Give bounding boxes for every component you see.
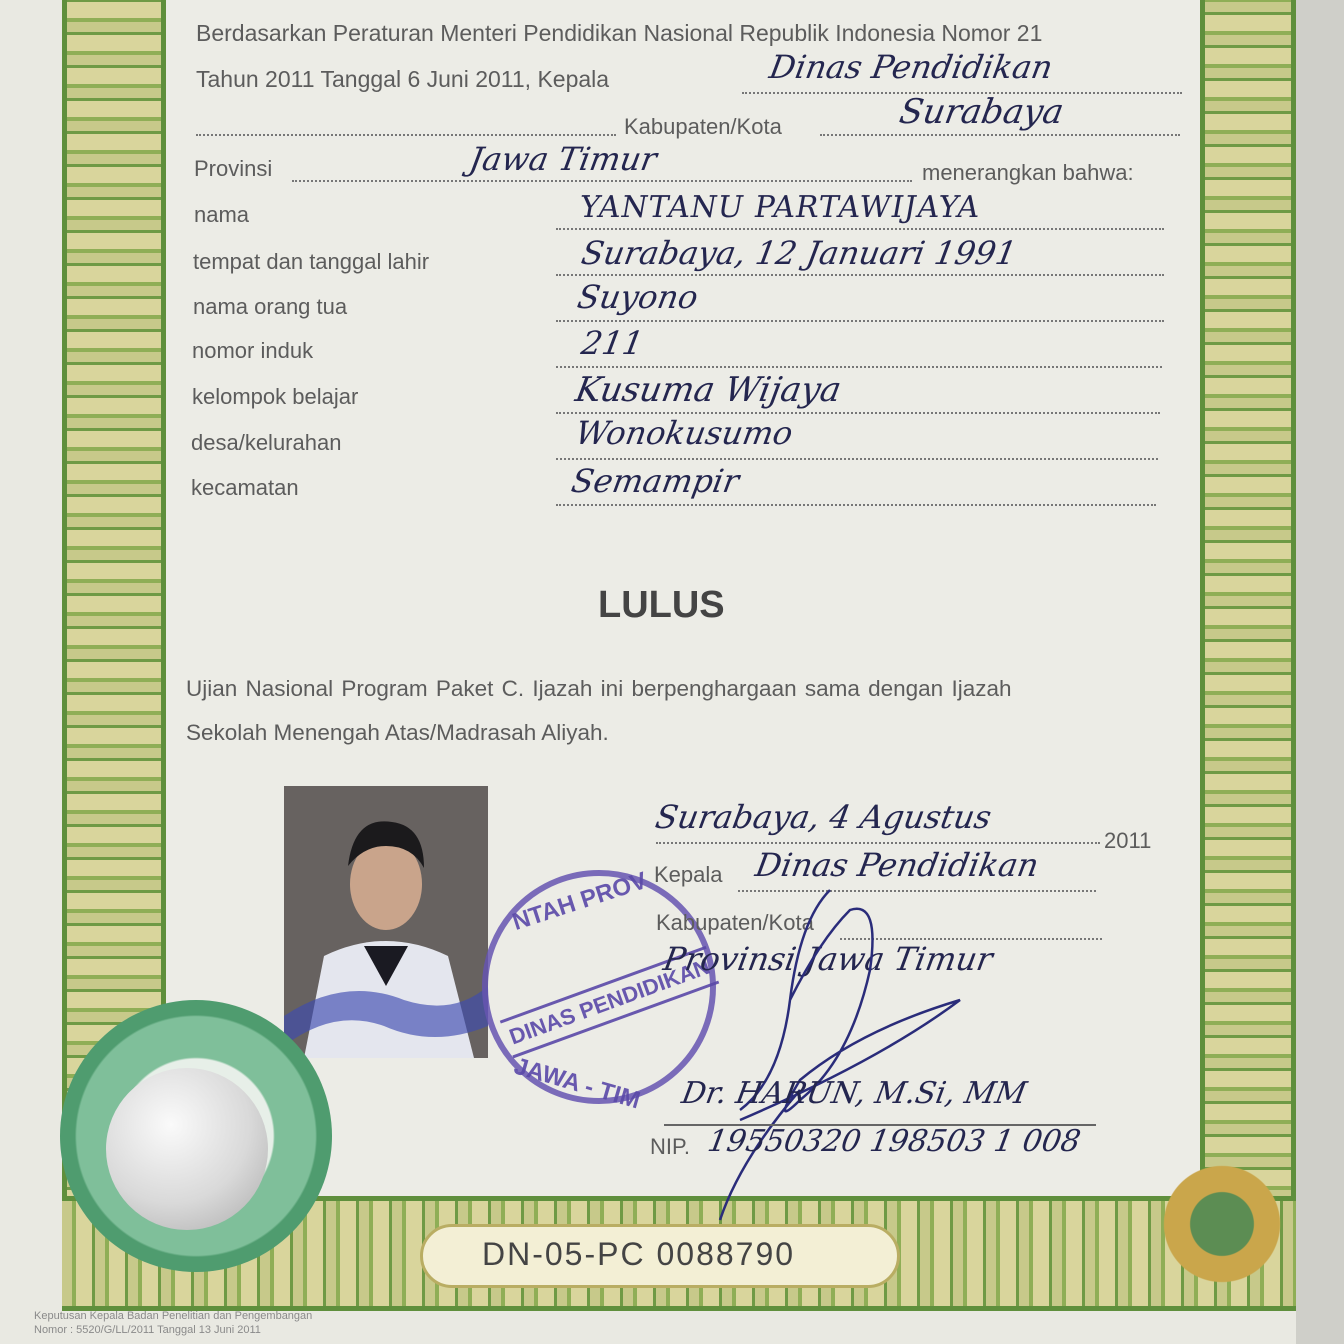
portrait-illustration <box>284 786 488 1058</box>
dotted-line <box>656 842 1100 844</box>
signature-year: 2011 <box>1104 828 1152 853</box>
field-label-nomor-induk: nomor induk <box>192 338 314 363</box>
dotted-line <box>556 504 1156 506</box>
dotted-line <box>556 228 1164 230</box>
field-value-orang-tua: Suyono <box>574 278 702 316</box>
provinsi-label: Provinsi <box>194 156 273 181</box>
provinsi-value: Jawa Timur <box>466 140 660 178</box>
signature-place-date: Surabaya, 4 Agustus <box>652 798 995 836</box>
result-title: LULUS <box>598 584 725 626</box>
signature-kepala-value: Dinas Pendidikan <box>752 846 1042 884</box>
dotted-line <box>556 366 1162 368</box>
dotted-line <box>556 320 1164 322</box>
serial-number: DN-05-PC 0088790 <box>482 1236 796 1272</box>
signature-provinsi-value: Provinsi Jawa Timur <box>660 940 996 978</box>
field-label-orang-tua: nama orang tua <box>193 294 348 319</box>
statement-line1: Ujian Nasional Program Paket C. Ijazah ini berpenghargaan sama dengan Ijazah <box>186 676 1012 701</box>
field-value-desa: Wonokusumo <box>572 414 796 452</box>
dotted-line <box>196 134 616 136</box>
handwritten-signature <box>680 880 1000 1240</box>
field-label-nama: nama <box>194 202 250 227</box>
field-label-desa: desa/kelurahan <box>191 430 342 455</box>
footnote-line1: Keputusan Kepala Badan Penelitian dan Pengembangan <box>34 1310 313 1322</box>
dotted-line <box>292 180 912 182</box>
nip-value: 19550320 198503 1 008 <box>704 1124 1084 1159</box>
field-value-kelompok: Kusuma Wijaya <box>572 370 845 410</box>
stamp-text-middle: DINAS PENDIDIKAN <box>500 946 720 1059</box>
statement-line2: Sekolah Menengah Atas/Madrasah Aliyah. <box>186 720 609 745</box>
stamp-text-bottom: JAWA - TIM <box>510 1052 644 1115</box>
nip-label: NIP. <box>650 1134 690 1159</box>
stamp-text-top: NTAH PROV <box>509 867 651 936</box>
signature-kabupaten-label: Kabupaten/Kota <box>656 910 814 935</box>
field-value-nomor-induk: 211 <box>578 324 647 362</box>
regulation-text-line1: Berdasarkan Peraturan Menteri Pendidikan Nasional Republik Indonesia Nomor 21 <box>196 20 1043 46</box>
background-shadow <box>1296 0 1344 1344</box>
field-label-kelompok: kelompok belajar <box>192 384 359 409</box>
kepala-value: Dinas Pendidikan <box>766 48 1056 86</box>
field-label-ttl: tempat dan tanggal lahir <box>193 249 430 274</box>
kabupaten-value: Surabaya <box>896 92 1067 132</box>
menerangkan-text: menerangkan bahwa: <box>922 160 1134 185</box>
footnote-line2: Nomor : 5520/G/LL/2011 Tanggal 13 Juni 2011 <box>34 1324 261 1336</box>
field-label-kecamatan: kecamatan <box>191 475 299 500</box>
regulation-text-line2: Tahun 2011 Tanggal 6 Juni 2011, Kepala <box>196 66 610 92</box>
official-name: Dr. HARUN, M.Si, MM <box>678 1076 1030 1111</box>
field-value-ttl: Surabaya, 12 Januari 1991 <box>578 234 1020 272</box>
dotted-line <box>820 134 1180 136</box>
silver-hologram-seal <box>106 1068 268 1230</box>
kabupaten-label: Kabupaten/Kota <box>624 114 782 139</box>
corner-ornament <box>1148 1150 1296 1298</box>
dotted-line <box>556 458 1158 460</box>
signature-kepala-label: Kepala <box>654 862 723 887</box>
field-value-nama: YANTANU PARTAWIJAYA <box>576 190 983 225</box>
ornamental-border-right <box>1200 0 1296 1200</box>
student-photo <box>284 786 488 1058</box>
dotted-line <box>556 274 1164 276</box>
field-value-kecamatan: Semampir <box>568 462 742 500</box>
